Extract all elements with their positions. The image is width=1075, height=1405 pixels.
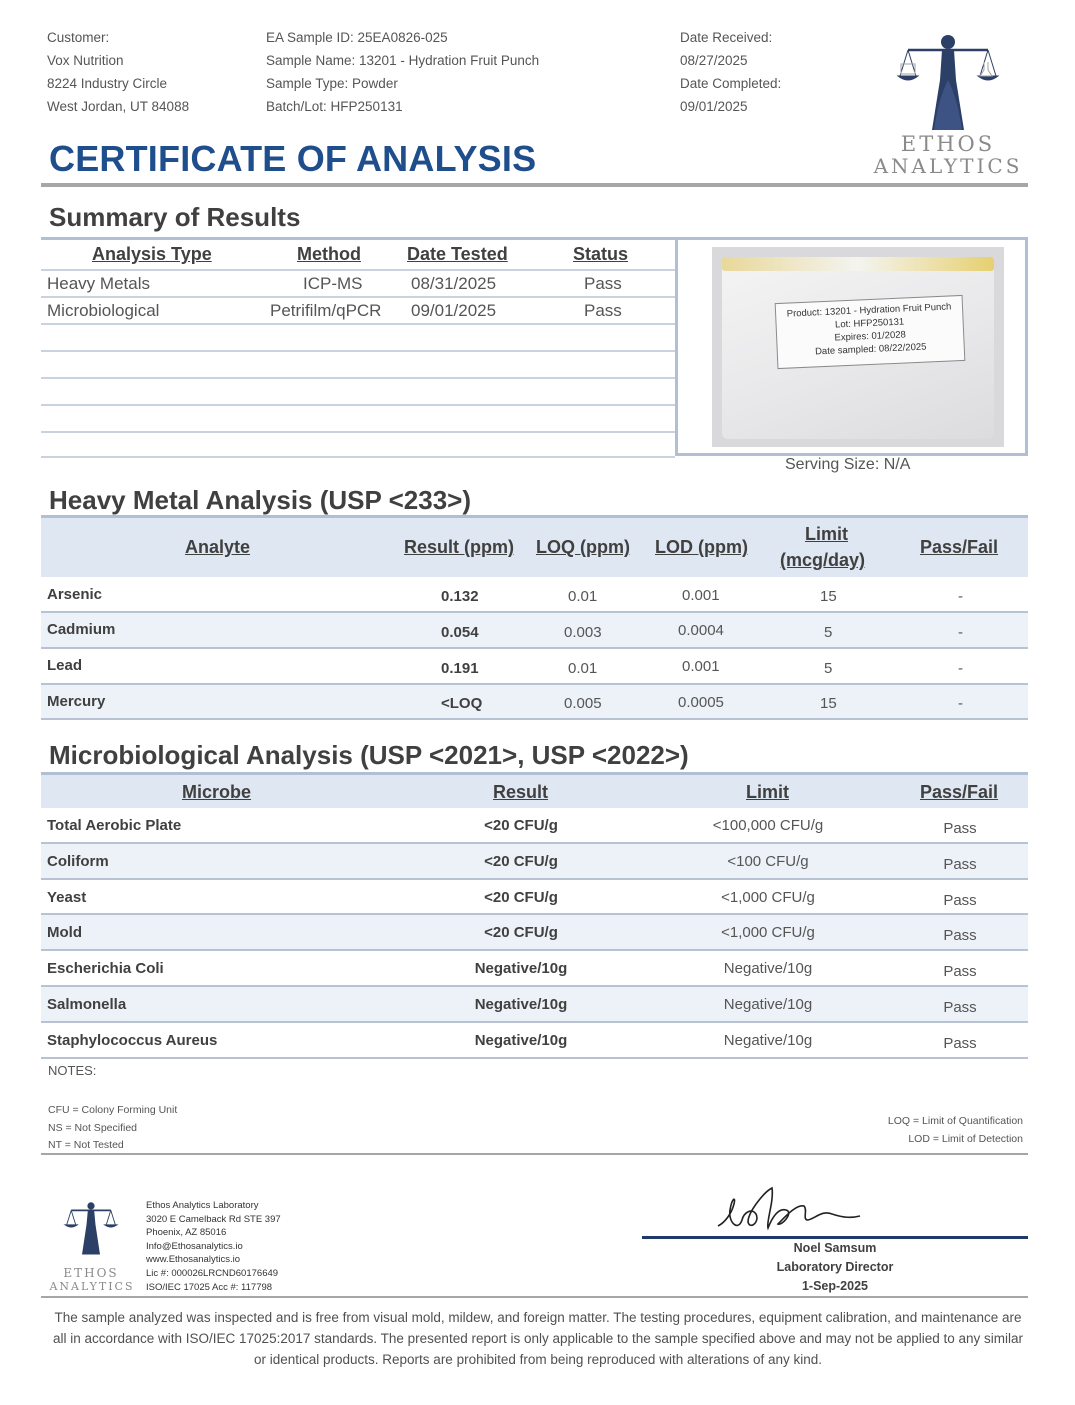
abbr-lod: LOD = Limit of Detection (908, 1132, 1023, 1145)
micro-cell-passfail: Pass (943, 855, 977, 873)
micro-cell-microbe: Staphylococcus Aureus (47, 1031, 218, 1049)
heavy-cell-result: <LOQ (441, 695, 483, 712)
summary-cell-method: ICP-MS (303, 274, 363, 293)
heavy-cell-loq: 0.005 (564, 695, 602, 712)
micro-cell-microbe: Yeast (47, 888, 87, 906)
date-received: 08/27/2025 (680, 53, 748, 68)
micro-cell-passfail: Pass (943, 891, 977, 909)
sample-batch: Batch/Lot: HFP250131 (266, 99, 403, 114)
customer-name: Vox Nutrition (47, 53, 124, 68)
table-row (41, 915, 1028, 951)
disclaimer-text: The sample analyzed was inspected and is free from visual mold, mildew, and foreign matter. The testing procedures, equipment calibration, and maintenance are all in accordance with ISO/IEC 17025:2017 standards. The presented report is only applicable to the sample specified above and may not be applied to any similar or identical products. Reports are prohibited from being reproduced with alterations of any kind. (52, 1310, 1024, 1367)
lab-email: Info@Ethosanalytics.io (146, 1240, 243, 1252)
table-row (41, 685, 1028, 720)
footer-divider (41, 1296, 1028, 1298)
heavy-header-analyte: Analyte (185, 537, 251, 557)
heavy-cell-analyte: Cadmium (47, 621, 116, 638)
signature-line (642, 1236, 1028, 1239)
heavy-metal-title: Heavy Metal Analysis (USP <233>) (49, 485, 472, 515)
summary-header-date: Date Tested (407, 244, 508, 264)
micro-cell-limit: <1,000 CFU/g (721, 888, 815, 906)
summary-cell-date: 09/01/2025 (411, 301, 497, 320)
heavy-metal-header (41, 515, 1028, 577)
footer-logo-ethos: ETHOS (63, 1266, 119, 1280)
abbr-nt: NT = Not Tested (48, 1139, 124, 1151)
summary-row-empty (41, 352, 675, 379)
lab-address-block (146, 1199, 281, 1294)
sample-bag-seal (722, 257, 994, 271)
micro-cell-limit: Negative/10g (723, 960, 813, 978)
micro-title: Microbiological Analysis (USP <2021>, USP <2022>) (49, 740, 689, 770)
heavy-header-limit: Limit (805, 524, 848, 544)
micro-cell-result: <20 CFU/g (484, 924, 558, 942)
page-title: CERTIFICATE OF ANALYSIS (49, 138, 537, 179)
heavy-cell-result: 0.191 (441, 660, 479, 677)
heavy-cell-result: 0.054 (441, 624, 479, 641)
summary-cell-status: Pass (584, 274, 622, 293)
sample-info (266, 26, 539, 118)
micro-cell-microbe: Mold (47, 924, 82, 942)
signer-role: Laboratory Director (776, 1260, 894, 1274)
micro-cell-microbe: Total Aerobic Plate (47, 817, 182, 834)
customer-address-line2: West Jordan, UT 84088 (47, 99, 190, 114)
heavy-cell-limit: 5 (824, 624, 833, 641)
summary-cell-date: 08/31/2025 (411, 274, 497, 293)
micro-cell-microbe: Escherichia Coli (47, 960, 164, 978)
micro-cell-passfail: Pass (943, 963, 977, 981)
summary-row (41, 271, 675, 298)
signer-name: Noel Samsum (793, 1241, 877, 1255)
heavy-cell-analyte: Arsenic (47, 586, 103, 603)
heavy-header-result: Result (ppm) (404, 537, 514, 557)
serving-size: Serving Size: N/A (785, 456, 911, 473)
heavy-cell-result: 0.132 (441, 588, 479, 605)
micro-header-result: Result (493, 782, 549, 802)
table-row (41, 808, 1028, 844)
summary-cell-type: Microbiological (47, 301, 160, 320)
lab-website: www.Ethosanalytics.io (146, 1254, 240, 1266)
heavy-header-loq: LOQ (ppm) (536, 537, 630, 557)
abbr-ns: NS = Not Specified (48, 1121, 138, 1134)
lab-city: Phoenix, AZ 85016 (146, 1227, 227, 1239)
customer-address-line1: 8224 Industry Circle (47, 76, 168, 91)
sample-bag-label (775, 295, 966, 369)
customer-info (47, 26, 189, 118)
heavy-cell-passfail: - (958, 695, 963, 712)
lab-street: 3020 E Camelback Rd STE 397 (146, 1213, 281, 1225)
heavy-header-lod: LOD (ppm) (655, 537, 748, 557)
abbr-loq: LOQ = Limit of Quantification (887, 1115, 1023, 1127)
heavy-header-limit-unit: (mcg/day) (780, 550, 866, 570)
summary-header-method: Method (297, 244, 361, 264)
micro-cell-passfail: Pass (943, 999, 977, 1016)
micro-header-microbe: Microbe (182, 782, 252, 802)
logo-wordmark-analytics: ANALYTICS (873, 154, 1023, 178)
heavy-cell-limit: 15 (820, 695, 837, 712)
heavy-cell-analyte: Mercury (47, 693, 106, 710)
micro-cell-result: Negative/10g (474, 960, 568, 978)
abbreviations-left (48, 1102, 177, 1155)
sample-photo-frame (675, 240, 1028, 456)
footer-logo-analytics: ANALYTICS (49, 1280, 135, 1293)
heavy-cell-lod: 0.001 (682, 587, 720, 604)
signature-date: 1-Sep-2025 (801, 1279, 868, 1293)
bag-label-expires: Expires: 01/2028 (834, 329, 907, 344)
summary-panel (41, 237, 1028, 456)
micro-cell-result: Negative/10g (474, 996, 568, 1013)
summary-header-status: Status (573, 244, 629, 264)
micro-header-passfail: Pass/Fail (920, 782, 999, 802)
table-row (41, 987, 1028, 1023)
summary-title: Summary of Results (49, 202, 301, 232)
sample-photo (712, 247, 1004, 447)
micro-header-limit: Limit (746, 782, 789, 802)
sample-type: Sample Type: Powder (266, 76, 398, 91)
micro-cell-limit: <100,000 CFU/g (712, 817, 824, 834)
micro-cell-microbe: Salmonella (47, 996, 127, 1013)
table-row (41, 880, 1028, 916)
abbreviations-right (888, 1113, 1023, 1148)
summary-row (41, 298, 675, 325)
date-completed: 09/01/2025 (680, 99, 748, 114)
table-row (41, 613, 1028, 649)
heavy-cell-limit: 15 (820, 588, 837, 605)
heavy-cell-lod: 0.0005 (678, 694, 724, 711)
micro-cell-passfail: Pass (943, 1034, 977, 1052)
summary-cell-status: Pass (584, 301, 622, 320)
footer-logo-icon (55, 1196, 127, 1268)
heavy-cell-analyte: Lead (47, 657, 83, 674)
micro-cell-passfail: Pass (943, 820, 977, 837)
date-info (680, 26, 781, 118)
bag-label-sampled: Date sampled: 08/22/2025 (814, 341, 927, 358)
date-completed-label: Date Completed: (680, 76, 782, 91)
bag-label-product: Product: 13201 - Hydration Fruit Punch (786, 301, 952, 320)
heavy-cell-loq: 0.01 (568, 660, 598, 677)
micro-cell-result: Negative/10g (474, 1031, 568, 1049)
sample-name: Sample Name: 13201 - Hydration Fruit Punch (266, 53, 540, 68)
heavy-cell-limit: 5 (824, 660, 833, 677)
micro-cell-passfail: Pass (943, 927, 977, 945)
lab-name: Ethos Analytics Laboratory (146, 1200, 259, 1211)
customer-label: Customer: (47, 30, 110, 45)
notes-divider (41, 1153, 1028, 1155)
summary-header-type: Analysis Type (92, 244, 212, 264)
table-row (41, 951, 1028, 987)
micro-cell-microbe: Coliform (47, 852, 109, 870)
micro-cell-limit: <1,000 CFU/g (721, 924, 815, 942)
table-row (41, 844, 1028, 880)
micro-cell-result: <20 CFU/g (484, 817, 558, 834)
table-row (41, 577, 1028, 613)
bag-label-lot: Lot: HFP250131 (834, 316, 905, 331)
summary-cell-type: Heavy Metals (47, 274, 150, 293)
heavy-cell-lod: 0.0004 (678, 622, 724, 639)
notes-label: NOTES: (48, 1063, 97, 1078)
summary-cell-method: Petrifilm/qPCR (270, 301, 382, 320)
heavy-header-passfail: Pass/Fail (920, 537, 999, 557)
handwritten-signature-icon (712, 1182, 862, 1238)
micro-cell-result: <20 CFU/g (484, 852, 558, 870)
micro-header (41, 772, 1028, 808)
logo-wordmark-ethos: ETHOS (900, 132, 996, 156)
summary-table (41, 240, 675, 456)
table-row (41, 649, 1028, 685)
summary-row-empty (41, 325, 675, 352)
summary-row-empty (41, 379, 675, 406)
micro-cell-result: <20 CFU/g (484, 888, 558, 906)
heavy-cell-lod: 0.001 (682, 658, 720, 675)
lab-license: Lic #: 000026LRCND60176649 (146, 1267, 279, 1279)
abbr-cfu: CFU = Colony Forming Unit (48, 1104, 178, 1116)
title-divider (41, 183, 1028, 187)
micro-cell-limit: <100 CFU/g (727, 852, 809, 870)
heavy-cell-passfail: - (958, 660, 963, 677)
micro-cell-limit: Negative/10g (723, 996, 813, 1013)
sample-id: EA Sample ID: 25EA0826-025 (266, 30, 448, 45)
heavy-cell-passfail: - (958, 588, 963, 605)
heavy-cell-loq: 0.003 (564, 624, 602, 641)
heavy-cell-passfail: - (958, 624, 963, 641)
micro-cell-limit: Negative/10g (723, 1031, 813, 1049)
summary-row-empty (41, 406, 675, 433)
heavy-cell-loq: 0.01 (568, 588, 598, 605)
summary-bottom-rule (41, 456, 675, 458)
date-received-label: Date Received: (680, 30, 773, 45)
lab-iso: ISO/IEC 17025 Acc #: 117798 (146, 1281, 273, 1293)
table-row (41, 1023, 1028, 1059)
